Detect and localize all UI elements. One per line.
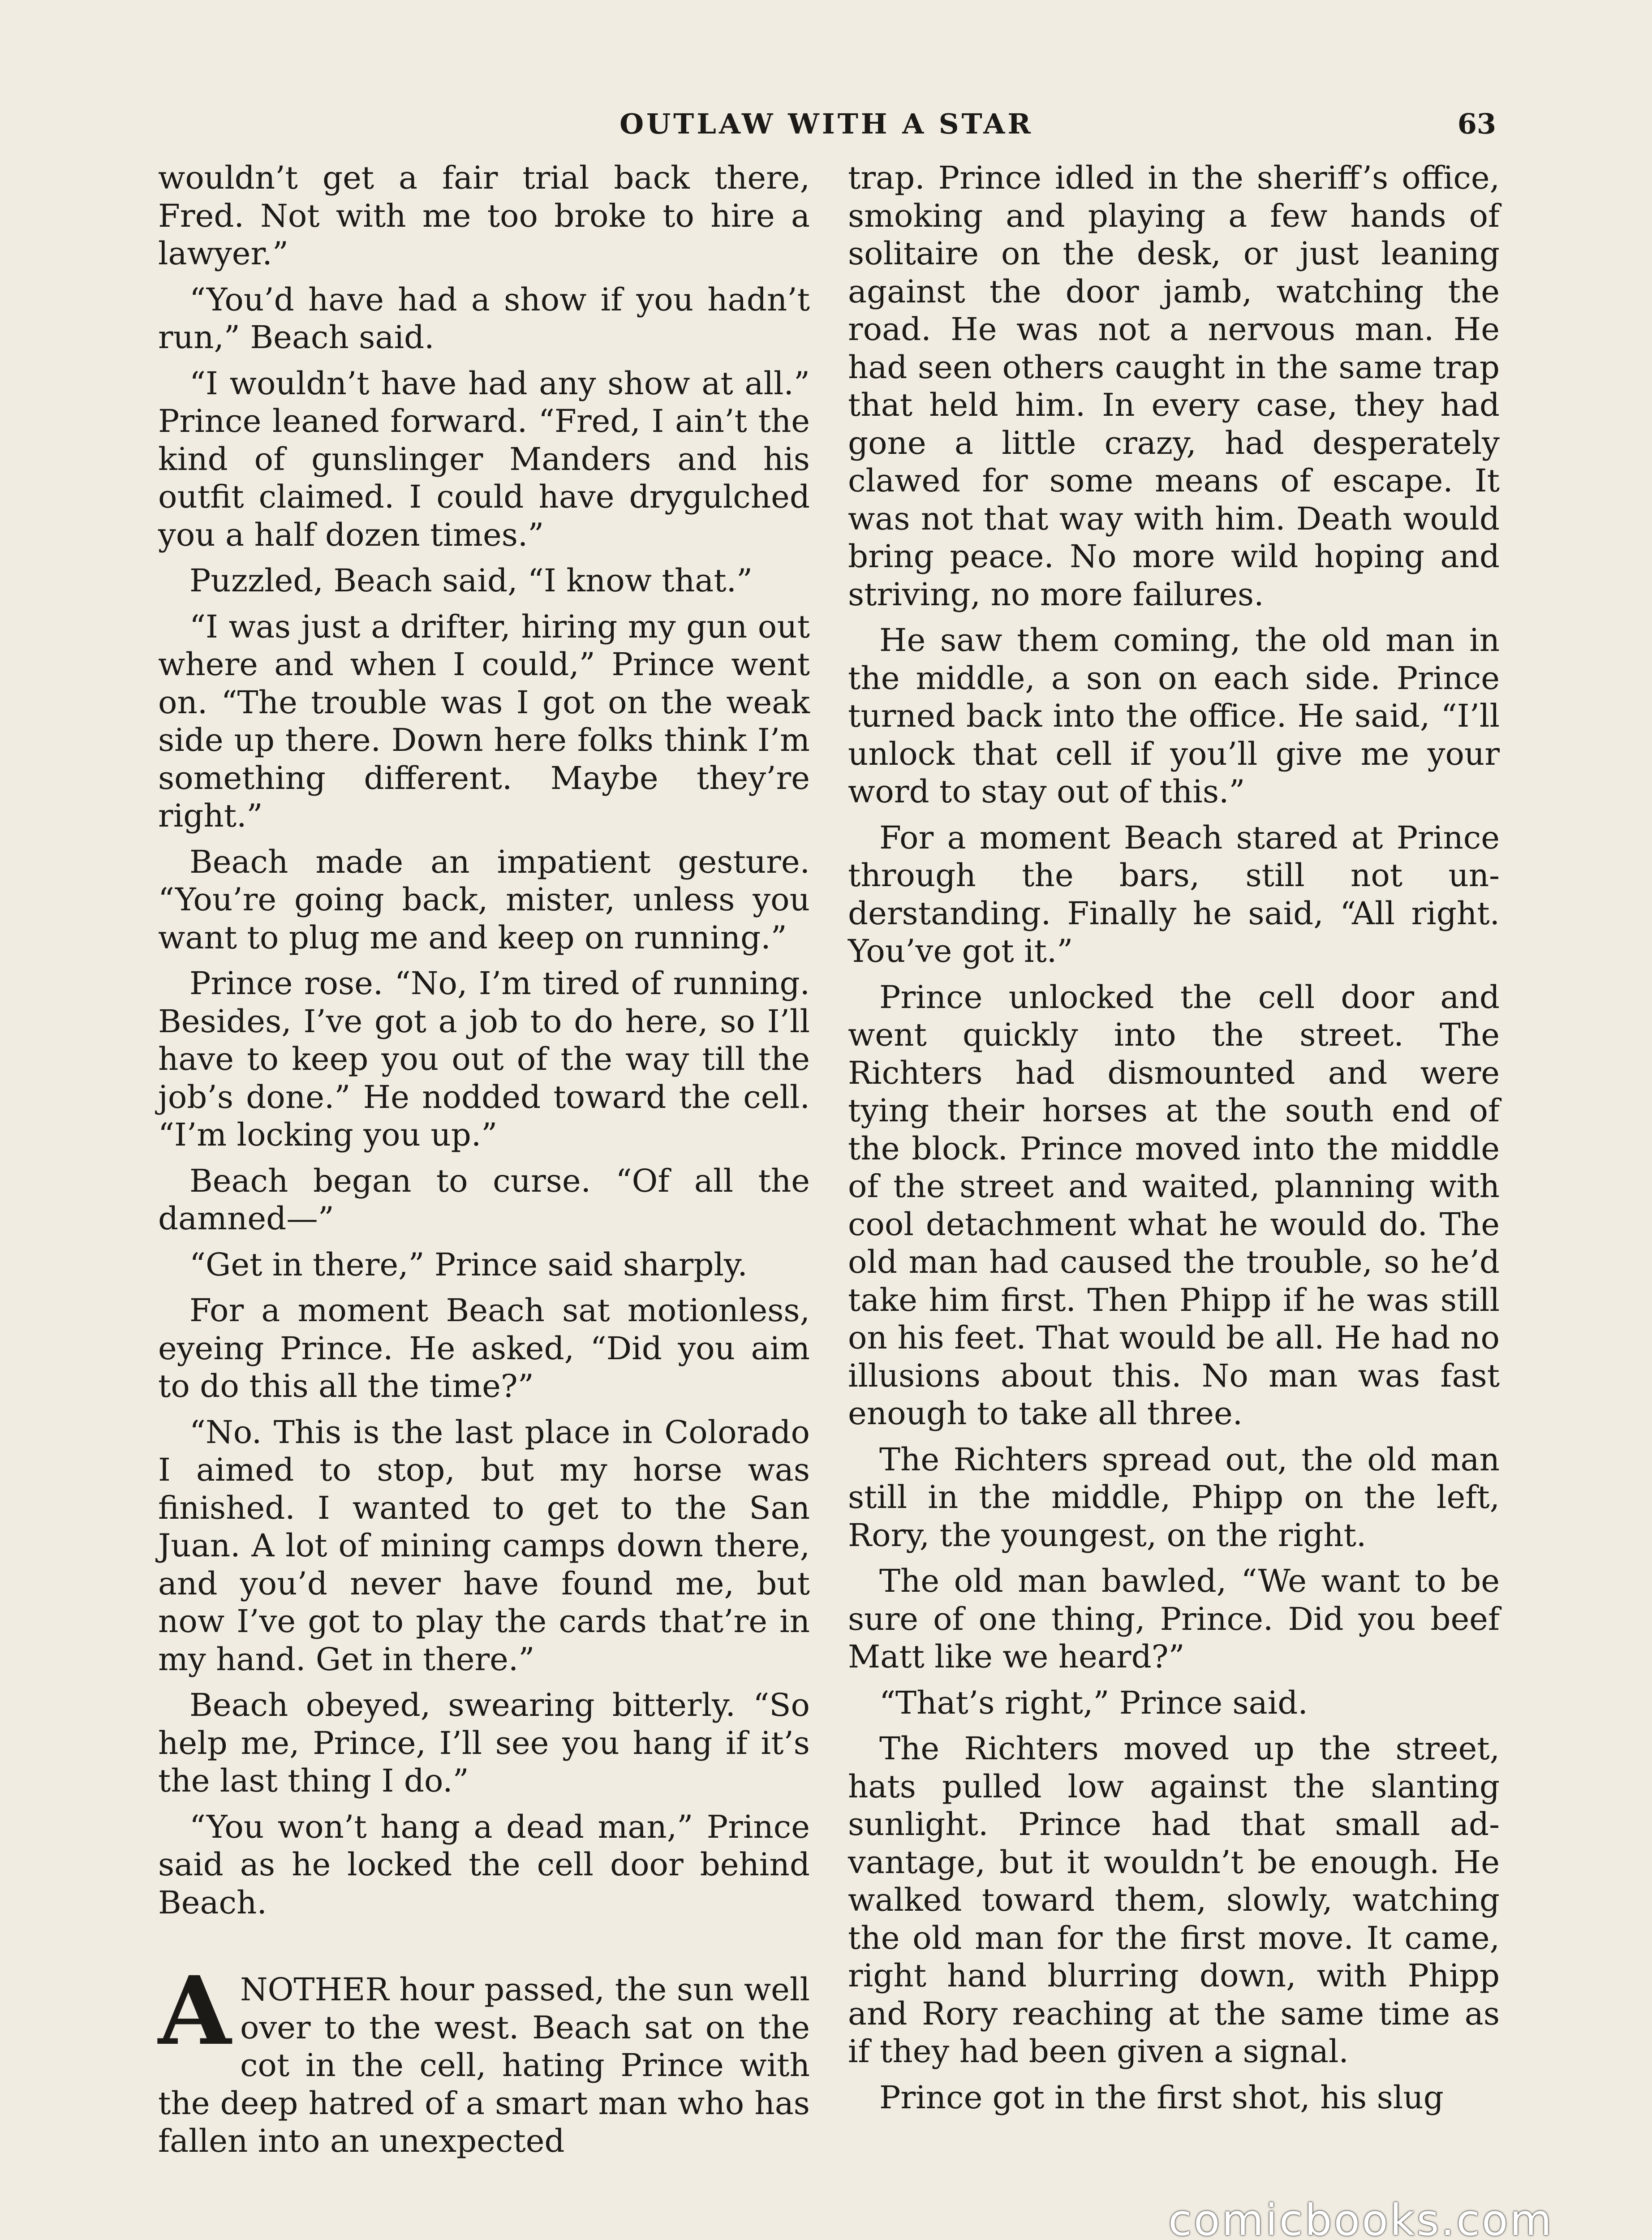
paragraph: Puzzled, Beach said, “I know that.” [189,562,753,599]
page-header [157,108,1496,157]
paragraph: The Richters spread out, the old man still in the middle, Phipp on the left, Rory, the youngest, on the right. [848,1441,1500,1554]
left-column [158,159,810,2160]
paragraph: Beach made an impatient gesture. “You’re going back, mister, unless you want to plug me and keep on running.” [158,843,810,956]
paragraph: trap. Prince idled in the sheriff’s office, smoking and playing a few hands of solitaire on the desk, or just leaning against the door jamb, watching the road. He was not a nervous man. He had seen others caught in the same trap that held him. In every case, they had gone a little crazy, had desperately clawed for some means of escape. It was not that way with him. Death would bring peace. No more wild hoping and striving, no more failures. [848,159,1500,613]
paragraph: “Get in there,” Prince said sharply. [189,1246,748,1283]
paragraph: The old man bawled, “We want to be sure of one thing, Prince. Did you beef Matt like we heard?” [848,1563,1500,1675]
paragraph: The Richters moved up the street, hats pulled low against the slanting sunlight. Prince had that small advantage, but it wouldn’t be enough. He walked toward them, slowly, watching the old man for the first move. It came, right hand blurring down, with Phipp and Rory reaching at the same time as if they had been given a signal. [848,1730,1500,2070]
right-column [848,159,1500,2116]
paragraph: Prince rose. “No, I’m tired of running. Besides, I’ve got a job to do here, so I’ll have to keep you out of the way till the job’s done.” He nodded toward the cell. “I’m locking you up.” [158,965,810,1153]
paragraph: “You won’t hang a dead man,” Prince said as he locked the cell door behind Beach. [158,1808,810,1921]
paragraph: Prince unlocked the cell door and went quickly into the street. The Richters had dismounted and were tying their horses at the south end of the block. Prince moved into the middle of the street and waited, planning with cool detachment what he would do. The old man had caused the trouble, so he’d take him first. Then Phipp if he was still on his feet. That would be all. He had no illusions about this. No man was fast enough to take all three. [848,978,1500,1432]
paragraph: “That’s right,” Prince said. [879,1684,1308,1721]
running-title: OUTLAW WITH A STAR [620,108,1033,140]
paragraph: For a moment Beach stared at Prince through the bars, still not understanding. Finally he said, “All right. You’ve got it.” [848,819,1500,969]
paragraph: Beach obeyed, swearing bitterly. “So help me, Prince, I’ll see you hang if it’s the last thing I do.” [158,1687,810,1799]
paragraph: “You’d have had a show if you hadn’t run,” Beach said. [158,281,810,356]
watermark: comicbooks.com [1168,2195,1553,2240]
drop-cap: A [158,1956,231,2066]
paragraph-text: NOTHER hour passed, the sun well over to the west. Beach sat on the cot in the cell, hating Prince with the deep hatred of a smart man who has fallen into an unexpected [158,1971,810,2159]
section-opening-paragraph [158,1956,810,2160]
paragraph: Beach began to curse. “Of all the damned—” [158,1162,810,1237]
paragraph: Prince got in the first shot, his slug [879,2079,1444,2116]
paragraph: He saw them coming, the old man in the middle, a son on each side. Prince turned back into the office. He said, “I’ll unlock that cell if you’ll give me your word to stay out of this.” [848,622,1500,810]
paragraph: “No. This is the last place in Colorado I aimed to stop, but my horse was finished. I wanted to get to the San Juan. A lot of mining camps down there, and you’d never have found me, but now I’ve got to play the cards that’re in my hand. Get in there.” [158,1413,810,1678]
paragraph: “I was just a drifter, hiring my gun out where and when I could,” Prince went on. “The trouble was I got on the weak side up there. Down here folks think I’m something different. Maybe they’re right.” [158,608,810,834]
page-number: 63 [1457,108,1496,140]
paragraph: For a moment Beach sat motionless, eyeing Prince. He asked, “Did you aim to do this all the time?” [158,1292,810,1404]
paragraph: wouldn’t get a fair trial back there, Fred. Not with me too broke to hire a lawyer.” [158,159,810,272]
paragraph: “I wouldn’t have had any show at all.” Prince leaned forward. “Fred, I ain’t the kind of gunslinger Manders and his outfit claimed. I could have drygulched you a half dozen times.” [158,365,810,553]
